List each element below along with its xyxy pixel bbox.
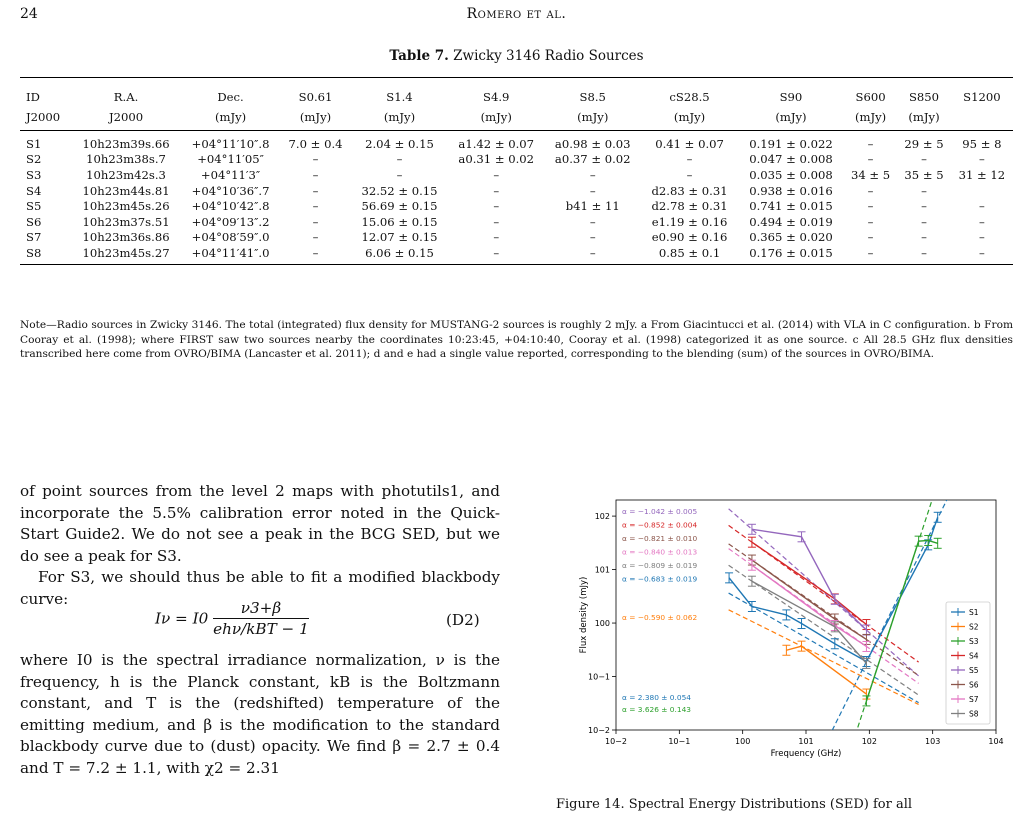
column-unit: (mJy)	[641, 107, 738, 131]
column-header: Dec.	[181, 78, 280, 108]
table-cell: b41 ± 11	[565, 199, 620, 214]
table-cell: 10h23m44s.81	[82, 183, 170, 198]
table-cell: S6	[26, 214, 42, 229]
table-cell: d2.83 ± 0.31	[651, 183, 728, 198]
x-tick-label: 104	[988, 737, 1004, 746]
column-header: cS28.5	[641, 78, 738, 108]
x-tick-label: 10−2	[605, 737, 627, 746]
legend-label: S2	[969, 622, 979, 632]
table-cell: S4	[26, 183, 42, 198]
table-cell: a1.42 ± 0.07	[458, 136, 535, 151]
table-cell: –	[312, 214, 319, 229]
table-cell: –	[897, 245, 950, 264]
table-cell: –	[921, 199, 927, 214]
table-caption	[0, 48, 1033, 64]
paragraph: where I0 is the spectral irradiance normalization, ν is the frequency, h is the Planck constant, kB is the Boltzmann constant, and T is the (redshifted) temperature of the emitting medium, and β is the modification to the standard blackbody curve due to (dust) opacity. We find β = 2.7 ± 0.4 and T = 7.2 ± 1.1, with χ2 = 2.31	[20, 651, 500, 777]
column-header: S4.9	[448, 78, 545, 108]
table-row	[20, 245, 1013, 264]
column-unit: (mJy)	[280, 107, 351, 131]
table-note: Note—Radio sources in Zwicky 3146. The total (integrated) flux density for MUSTANG-2 sources is roughly 2 mJy. a From Giacintucci et al. (2014) with VLA in C configuration. b From Cooray et al. (1998); where FIRST saw two sources nearby the coordinates 10:23:45, +04:10:40, Cooray et al. (1998) categorized it as one source. c All 28.5 GHz flux densities transcribed here come from OVRO/BIMA (Lancaster et al. 2011); d and e had a single value reported, corresponding to the blending (sum) of the sources in OVRO/BIMA.	[20, 319, 1013, 360]
table-cell: 12.07 ± 0.15	[361, 230, 438, 245]
table-cell: –	[686, 167, 693, 182]
table-cell: –	[978, 214, 985, 229]
table-cell: –	[589, 214, 596, 229]
table-cell: –	[921, 214, 927, 229]
column-unit: (mJy)	[351, 107, 448, 131]
slope-label: α = −0.683 ± 0.019	[622, 574, 698, 584]
table-cell: +04°11′3″	[200, 167, 261, 182]
slope-label: α = 2.380 ± 0.054	[622, 693, 691, 702]
table-row	[20, 131, 1013, 152]
table-cell: –	[396, 167, 403, 182]
table-cell: –	[951, 245, 1013, 264]
column-unit: J2000	[71, 107, 181, 131]
table-cell: 10h23m45s.26	[82, 199, 170, 214]
table-cell: +04°08′59″.0	[191, 230, 270, 245]
table-cell: –	[867, 199, 874, 214]
y-tick-label: 101	[594, 565, 610, 575]
table-label: Table 7.	[389, 48, 449, 64]
table-cell: +04°10′42″.8	[191, 199, 270, 214]
table-cell: –	[493, 183, 500, 198]
table-cell: 10h23m36s.86	[82, 230, 170, 245]
table-cell: –	[589, 230, 596, 245]
column-unit: (mJy)	[897, 107, 950, 131]
table-cell: 7.0 ± 0.4	[288, 136, 343, 151]
legend-label: S7	[969, 695, 979, 704]
equation-numerator: ν3+β	[213, 599, 309, 619]
slope-label: α = −0.821 ± 0.010	[622, 534, 698, 543]
slope-label: α = −0.840 ± 0.013	[622, 547, 698, 557]
table-cell: –	[867, 230, 874, 245]
table-cell: 34 ± 5	[850, 167, 891, 182]
table-cell: a0.37 ± 0.02	[554, 152, 631, 167]
table-cell: –	[545, 245, 642, 264]
x-tick-label: 103	[925, 737, 941, 746]
table-title: Zwicky 3146 Radio Sources	[453, 48, 644, 64]
y-tick-label: 100	[594, 619, 610, 629]
table-cell: –	[312, 167, 319, 182]
table-cell: 95 ± 8	[962, 136, 1002, 151]
column-header: R.A.	[71, 78, 181, 108]
table-cell: d2.78 ± 0.31	[651, 199, 728, 214]
table-cell: –	[921, 230, 927, 245]
table-cell: 32.52 ± 0.15	[361, 183, 438, 198]
table-cell: 0.191 ± 0.022	[749, 136, 833, 151]
table-cell: +04°09′13″.2	[191, 214, 270, 229]
sed-chart	[556, 494, 1006, 794]
column-unit	[951, 107, 1013, 131]
table-cell: 56.69 ± 0.15	[361, 199, 438, 214]
table-cell: 2.04 ± 0.15	[365, 136, 434, 151]
table-cell: –	[867, 214, 874, 229]
x-tick-label: 101	[798, 737, 814, 746]
table-cell: 0.741 ± 0.015	[749, 199, 833, 214]
table-cell: –	[589, 183, 596, 198]
table-row	[20, 214, 1013, 230]
legend-label: S1	[969, 608, 979, 617]
table-cell: –	[844, 245, 897, 264]
slope-label: α = −0.852 ± 0.004	[622, 520, 698, 530]
x-tick-label: 102	[861, 737, 877, 746]
table-cell	[951, 183, 1013, 199]
x-tick-label: 10−1	[668, 737, 691, 746]
table-cell: –	[312, 199, 319, 214]
y-tick-label: 102	[594, 512, 610, 522]
table-row	[20, 167, 1013, 183]
table-cell: 10h23m37s.51	[82, 214, 170, 229]
table-cell: –	[493, 199, 500, 214]
table-cell: –	[867, 136, 874, 151]
figure-caption: Figure 14. Spectral Energy Distributions (SED) for all	[556, 797, 913, 812]
table-cell: 29 ± 5	[904, 136, 944, 151]
body-text-continued	[20, 650, 500, 779]
table-cell: 0.938 ± 0.016	[749, 183, 833, 198]
table-cell: 0.047 ± 0.008	[749, 152, 833, 167]
table-cell: –	[978, 230, 985, 245]
legend-label: S3	[969, 637, 979, 646]
table-cell: 31 ± 12	[958, 167, 1006, 182]
column-unit: J2000	[20, 107, 71, 131]
table-cell: a0.31 ± 0.02	[458, 152, 535, 167]
body-text	[20, 481, 500, 610]
paragraph: of point sources from the level 2 maps with photutils1, and incorporate the 5.5% calibration error noted in the Quick-Start Guide2. We do not see a peak in the BCG SED, but we do see a peak for S3.	[20, 482, 500, 565]
legend-label: S4	[969, 651, 979, 661]
column-header: S8.5	[545, 78, 642, 108]
table-cell: 10h23m39s.66	[82, 136, 170, 151]
table-cell: –	[978, 152, 985, 167]
column-header: ID	[20, 78, 71, 108]
table-cell: –	[493, 214, 500, 229]
table-cell: e1.19 ± 0.16	[651, 214, 728, 229]
column-header: S600	[844, 78, 897, 108]
table-cell: S7	[26, 230, 42, 245]
table-cell: –	[867, 152, 874, 167]
column-unit: (mJy)	[181, 107, 280, 131]
table-cell: 15.06 ± 0.15	[361, 214, 438, 229]
table-cell: 10h23m42s.3	[86, 167, 166, 182]
equation-fraction	[213, 599, 309, 638]
table-cell: +04°10′36″.7	[191, 183, 270, 198]
table-row	[20, 183, 1013, 199]
table-cell: e0.90 ± 0.16	[651, 230, 728, 245]
table-cell: +04°11′10″.8	[191, 136, 270, 151]
y-axis-label: Flux density (mJy)	[579, 576, 589, 654]
column-unit: (mJy)	[545, 107, 642, 131]
table-cell: S8	[20, 245, 71, 264]
table-cell: S2	[26, 152, 42, 167]
column-header: S850	[897, 78, 950, 108]
equation-d2	[20, 597, 500, 645]
paragraph: For S3, we should thus be able to fit a modified blackbody curve:	[20, 568, 500, 608]
column-header: S1.4	[351, 78, 448, 108]
column-header: S1200	[951, 78, 1013, 108]
x-axis-label: Frequency (GHz)	[770, 749, 842, 759]
table-cell: +04°11′05″	[197, 152, 264, 167]
table-cell: –	[312, 183, 319, 198]
table-cell: –	[493, 230, 500, 245]
table-cell: –	[280, 245, 351, 264]
table-row	[20, 230, 1013, 246]
table-cell: 10h23m38s.7	[86, 152, 166, 167]
table-cell: 0.365 ± 0.020	[749, 230, 833, 245]
table-cell: –	[312, 230, 319, 245]
table-cell: –	[396, 152, 403, 167]
legend-box	[946, 602, 990, 724]
table-cell: –	[493, 167, 500, 182]
legend-label: S8	[969, 709, 979, 719]
table-row	[20, 152, 1013, 168]
table-cell: 0.035 ± 0.008	[749, 167, 833, 182]
table-cell: 0.494 ± 0.019	[749, 214, 833, 229]
table-cell: 0.41 ± 0.07	[655, 136, 724, 151]
equation-denominator: ehν/kBT − 1	[213, 620, 309, 638]
table-cell: –	[921, 152, 927, 167]
x-tick-label: 100	[735, 737, 751, 746]
column-header: S0.61	[280, 78, 351, 108]
page-number: 24	[20, 6, 38, 22]
table-cell: S3	[26, 167, 42, 182]
table-cell: –	[448, 245, 545, 264]
equation-tag: (D2)	[446, 611, 480, 629]
table-cell: 0.85 ± 0.1	[641, 245, 738, 264]
table-cell: 10h23m45s.27	[71, 245, 181, 264]
slope-label: α = −1.042 ± 0.005	[622, 507, 698, 516]
legend-label: S6	[969, 680, 979, 690]
table-cell: a0.98 ± 0.03	[554, 136, 631, 151]
legend-label: S5	[969, 666, 979, 675]
table-cell: 0.176 ± 0.015	[738, 245, 844, 264]
column-unit: (mJy)	[844, 107, 897, 131]
table-cell: –	[867, 183, 874, 198]
slope-label: α = −0.590 ± 0.062	[622, 613, 698, 622]
running-head: Romero et al.	[466, 6, 567, 22]
column-unit: (mJy)	[448, 107, 545, 131]
slope-label: α = 3.626 ± 0.143	[622, 705, 691, 714]
table-units-row	[20, 107, 1013, 131]
y-tick-label: 10−1	[588, 672, 610, 682]
slope-label: α = −0.809 ± 0.019	[622, 561, 698, 570]
table-cell: –	[589, 167, 596, 182]
equation-lhs: Iν = I0	[155, 609, 209, 628]
table-cell: 35 ± 5	[904, 167, 944, 182]
column-unit: (mJy)	[738, 107, 844, 131]
table-cell: S5	[26, 199, 42, 214]
table-cell: –	[921, 183, 927, 198]
table-cell: –	[312, 152, 319, 167]
table-cell: +04°11′41″.0	[181, 245, 280, 264]
table-cell: –	[686, 152, 693, 167]
column-header: S90	[738, 78, 844, 108]
table-cell: S1	[26, 136, 42, 151]
table-cell: –	[978, 199, 985, 214]
table-row	[20, 198, 1013, 214]
table-header-row	[20, 78, 1013, 108]
radio-sources-table	[20, 77, 1013, 265]
table-cell: 6.06 ± 0.15	[351, 245, 448, 264]
y-tick-label: 10−2	[588, 726, 610, 735]
